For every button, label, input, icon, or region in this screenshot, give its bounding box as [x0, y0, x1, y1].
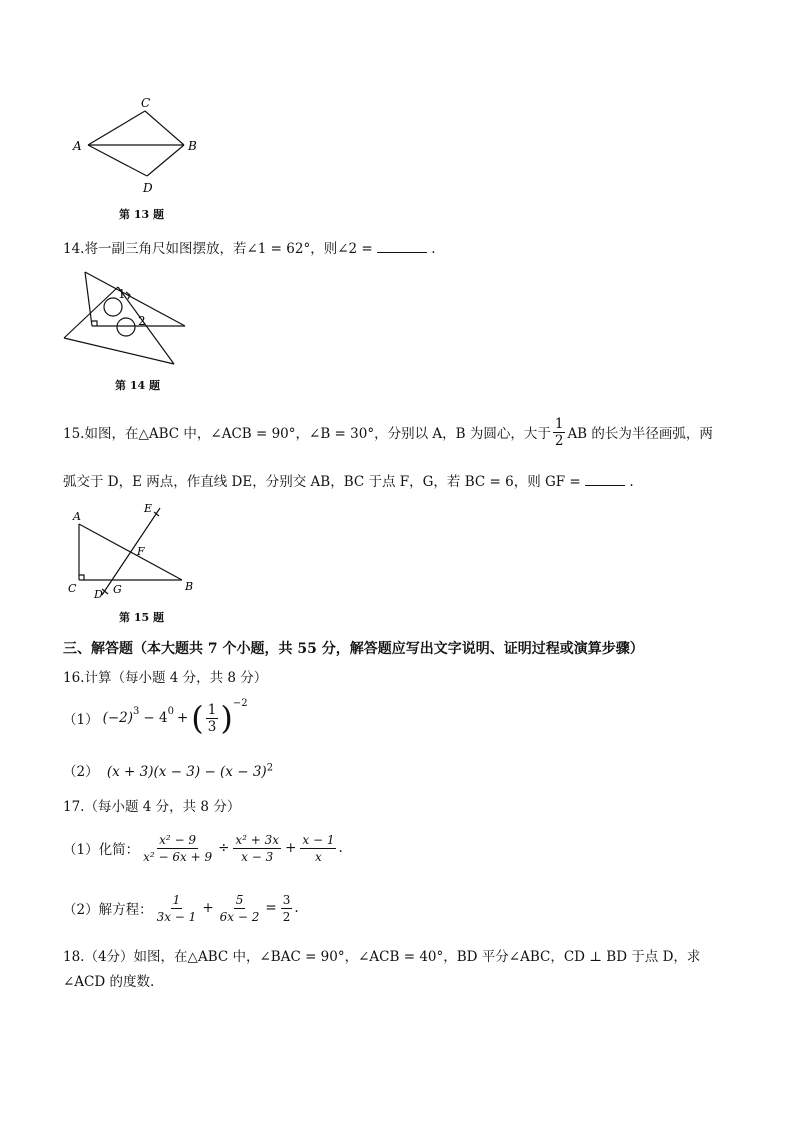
fig15-label-f: F — [137, 545, 145, 558]
q16-title: 16.计算（每小题 4 分，共 8 分） — [63, 670, 268, 686]
q14-answer-blank — [377, 240, 427, 253]
q17-p2-f2-num: 5 — [235, 892, 244, 907]
q15-line2-text: 弧交于 D，E 两点，作直线 DE，分别交 AB，BC 于点 F，G，若 BC = 6，则 GF = — [63, 474, 581, 490]
q17-p2-label: （2）解方程： — [63, 902, 153, 918]
section3-heading: 三、解答题（本大题共 7 个小题，共 55 分，解答题应写出文字说明、证明过程或演算步骤） — [63, 641, 644, 657]
q15-line2 — [63, 470, 634, 490]
q16-p1-plus: + — [176, 710, 189, 726]
q14-question: 14.将一副三角尺如图摆放，若∠1 = 62°，则∠2 = — [63, 241, 373, 257]
q16-p1-a-exp: 3 — [133, 706, 140, 717]
q17-p2-frac1 — [155, 893, 199, 924]
q16-p1-b-exp: 0 — [167, 706, 174, 717]
q17-p2-end: . — [294, 900, 299, 916]
q18-line1: 18.（4分）如图，在△ABC 中，∠BAC = 90°，∠ACB = 40°，BD 平分∠ABC，CD ⊥ BD 于点 D，求 — [63, 949, 701, 965]
q17-p1-end: . — [338, 840, 343, 856]
q15-line1-post: AB 的长为半径画弧，两 — [567, 426, 713, 442]
figure-13 — [68, 92, 208, 204]
q14-tail: . — [431, 241, 436, 257]
q17-part2 — [63, 888, 299, 928]
fig13-caption: 第 13 题 — [119, 208, 164, 221]
q17-p2-plus: + — [202, 900, 214, 916]
q17-p1-f2-den: x − 3 — [241, 849, 274, 864]
q16-p1-b: − 4 — [143, 710, 168, 726]
fig15-label-d: D — [94, 588, 103, 601]
q17-p1-f3-den: x — [315, 849, 322, 864]
fig15-label-a: A — [73, 510, 81, 523]
q16-p1-c-exp: −2 — [232, 698, 248, 709]
figure-14 — [60, 266, 195, 368]
fig15-caption: 第 15 题 — [119, 611, 164, 624]
q17-p1-label: （1）化简： — [63, 842, 140, 858]
q17-p1-f1-den: x² − 6x + 9 — [143, 849, 213, 864]
fig14-label-1: 1 — [118, 287, 126, 301]
q16-p1-frac-den: 3 — [207, 718, 217, 735]
q15-frac-den: 2 — [554, 432, 564, 449]
q17-p1-frac2 — [233, 833, 281, 864]
fig13-label-c: C — [141, 96, 151, 110]
fig13-label-a: A — [73, 139, 82, 153]
figure-15 — [64, 500, 204, 603]
fig13-label-b: B — [188, 139, 197, 153]
q16-p2-label: （2） — [63, 764, 99, 780]
q16-p1-frac-num: 1 — [207, 701, 217, 718]
fig15-label-g: G — [113, 583, 122, 596]
q14-text — [63, 237, 436, 257]
q16-p1-label: （1） — [63, 712, 99, 728]
q16-p2-exp: 2 — [266, 762, 274, 774]
q17-p2-f3-num: 3 — [282, 892, 291, 907]
q16-part2 — [63, 760, 273, 780]
q16-p2-expr: (x + 3)(x − 3) − (x − 3) — [106, 764, 267, 780]
q17-p2-f3-den: 2 — [282, 909, 291, 924]
q17-part1 — [63, 828, 343, 868]
q17-p1-f3-num: x − 1 — [302, 832, 335, 847]
q16-part1 — [63, 698, 248, 738]
q17-p1-f2-num: x² + 3x — [235, 832, 280, 847]
q16-p1-fraction — [206, 703, 219, 734]
q17-p1-frac1 — [141, 833, 214, 864]
q17-p2-frac3 — [281, 893, 293, 924]
q15-frac-num: 1 — [554, 415, 564, 432]
q17-p2-eq: = — [265, 900, 277, 916]
q17-p1-frac3 — [300, 833, 336, 864]
q15-tail: . — [629, 474, 634, 490]
q17-p1-plus: + — [285, 840, 297, 856]
q16-p1-lparen: ( — [191, 699, 204, 737]
q16-p1-a: (−2) — [102, 710, 134, 726]
q17-title: 17.（每小题 4 分，共 8 分） — [63, 799, 241, 815]
fig13-label-d: D — [143, 181, 153, 195]
q16-p1-rparen: ) — [220, 699, 233, 737]
q17-p2-frac2 — [218, 893, 262, 924]
q15-line1 — [63, 414, 713, 450]
q17-p1-div: ÷ — [218, 840, 230, 856]
fig15-label-e: E — [144, 502, 153, 515]
fig14-label-2: 2 — [138, 314, 146, 328]
q15-line1-pre: 15.如图，在△ABC 中，∠ACB = 90°，∠B = 30°，分别以 A，B 为圆心，大于 — [63, 426, 551, 442]
q17-p2-f2-den: 6x − 2 — [219, 909, 260, 924]
q18-line2: ∠ACD 的度数. — [63, 974, 155, 990]
q15-answer-blank — [585, 473, 625, 486]
q17-p1-f1-num: x² − 9 — [159, 832, 197, 847]
q17-p2-f1-num: 1 — [172, 892, 181, 907]
q17-p2-f1-den: 3x − 1 — [156, 909, 197, 924]
q15-fraction — [553, 417, 566, 448]
fig15-label-b: B — [185, 580, 194, 593]
fig15-label-c: C — [68, 582, 77, 595]
fig14-caption: 第 14 题 — [115, 379, 160, 392]
